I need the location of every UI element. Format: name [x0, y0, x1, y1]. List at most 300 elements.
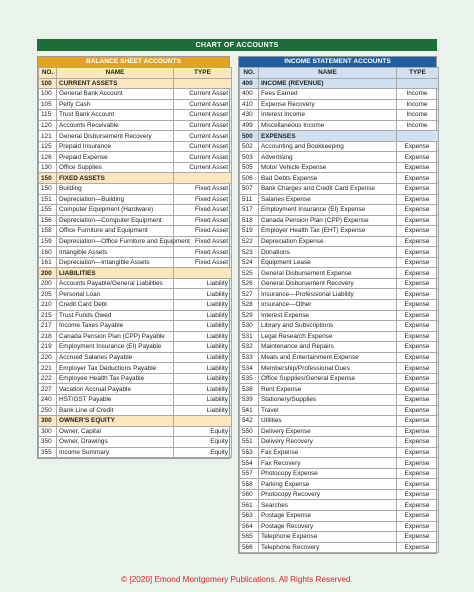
- table-row: [240, 194, 439, 205]
- account-name: Maintenance and Repairs: [259, 342, 397, 353]
- account-number: 554: [240, 458, 259, 469]
- table-row: [39, 331, 232, 342]
- account-type: Liability: [174, 394, 232, 405]
- table-row: [39, 394, 232, 405]
- chart-title: CHART OF ACCOUNTS: [37, 39, 437, 51]
- account-name: Postage Recovery: [259, 521, 397, 532]
- account-name: Accounts Payable/General Liabilities: [57, 278, 174, 289]
- account-type: Current Asset: [174, 89, 232, 100]
- table-row: [240, 173, 439, 184]
- section-row: [39, 173, 232, 184]
- table-row: [240, 268, 439, 279]
- table-row: [240, 120, 439, 131]
- account-type: Expense: [397, 521, 439, 532]
- account-name: General Bank Account: [57, 89, 174, 100]
- table-row: [240, 152, 439, 163]
- account-type: Expense: [397, 532, 439, 543]
- account-number: 502: [240, 141, 259, 152]
- table-row: [240, 542, 439, 553]
- account-type: Expense: [397, 468, 439, 479]
- table-row: [39, 278, 232, 289]
- account-name: CURRENT ASSETS: [57, 78, 174, 89]
- account-type: Expense: [397, 152, 439, 163]
- account-type: Liability: [174, 342, 232, 353]
- table-row: [39, 141, 232, 152]
- account-name: Bank Charges and Credit Card Expense: [259, 184, 397, 195]
- account-type: Expense: [397, 342, 439, 353]
- account-name: Depreciation—Office Furniture and Equipment: [57, 236, 174, 247]
- account-number: 217: [39, 321, 57, 332]
- account-name: Vacation Accrual Payable: [57, 384, 174, 395]
- account-type: Liability: [174, 352, 232, 363]
- account-name: Depreciation—Building: [57, 194, 174, 205]
- table-row: [240, 257, 439, 268]
- account-name: Insurance—Professional Liability: [259, 289, 397, 300]
- table-row: [39, 110, 232, 121]
- account-type: Expense: [397, 500, 439, 511]
- account-name: Computer Equipment (Hardware): [57, 205, 174, 216]
- account-number: 130: [39, 162, 57, 173]
- account-name: HST/GST Payable: [57, 394, 174, 405]
- account-type: Current Asset: [174, 99, 232, 110]
- account-name: General Disbursement Expense: [259, 268, 397, 279]
- account-number: 120: [39, 120, 57, 131]
- account-type: Expense: [397, 458, 439, 469]
- table-row: [39, 257, 232, 268]
- account-type: Current Asset: [174, 152, 232, 163]
- table-row: [240, 468, 439, 479]
- account-number: 531: [240, 331, 259, 342]
- account-name: Employer Health Tax (EHT) Expense: [259, 226, 397, 237]
- account-type: Expense: [397, 384, 439, 395]
- account-name: Fax Expense: [259, 447, 397, 458]
- account-type: Expense: [397, 394, 439, 405]
- account-number: 121: [39, 131, 57, 142]
- account-name: Motor Vehicle Expense: [259, 162, 397, 173]
- account-number: 200: [39, 268, 57, 279]
- account-type: Liability: [174, 331, 232, 342]
- account-type: Fixed Asset: [174, 257, 232, 268]
- account-type: Expense: [397, 437, 439, 448]
- table-row: [240, 310, 439, 321]
- account-name: Bank Line of Credit: [57, 405, 174, 416]
- account-name: Photocopy Recovery: [259, 489, 397, 500]
- account-number: 524: [240, 257, 259, 268]
- table-row: [240, 278, 439, 289]
- account-name: General Disbursement Recovery: [259, 278, 397, 289]
- account-type: Fixed Asset: [174, 205, 232, 216]
- account-number: 522: [240, 236, 259, 247]
- account-type: Expense: [397, 373, 439, 384]
- table-row: [240, 437, 439, 448]
- table-row: [39, 384, 232, 395]
- section-row: [39, 268, 232, 279]
- table-row: [240, 479, 439, 490]
- account-type: Liability: [174, 321, 232, 332]
- table-row: [39, 120, 232, 131]
- account-type: [397, 131, 439, 142]
- account-name: Insurance—Other: [259, 300, 397, 311]
- account-name: Prepaid Insurance: [57, 141, 174, 152]
- account-number: 499: [240, 120, 259, 131]
- account-name: Credit Card Debt: [57, 300, 174, 311]
- account-name: Membership/Professional Dues: [259, 363, 397, 374]
- account-number: 400: [240, 89, 259, 100]
- account-type: Expense: [397, 363, 439, 374]
- account-name: Employment Insurance (EI) Payable: [57, 342, 174, 353]
- account-type: Liability: [174, 373, 232, 384]
- account-type: Current Asset: [174, 110, 232, 121]
- account-number: 500: [240, 131, 259, 142]
- account-number: 250: [39, 405, 57, 416]
- account-number: 525: [240, 268, 259, 279]
- account-number: 529: [240, 310, 259, 321]
- account-number: 218: [39, 331, 57, 342]
- account-number: 557: [240, 468, 259, 479]
- account-type: Liability: [174, 289, 232, 300]
- account-type: Liability: [174, 384, 232, 395]
- section-row: [39, 416, 232, 427]
- account-name: Meals and Entertainment Expense: [259, 352, 397, 363]
- account-name: Parking Expense: [259, 479, 397, 490]
- copyright-footer: © [2020] Emond Montgomery Publications. All Rights Reserved.: [121, 575, 353, 584]
- table-row: [240, 205, 439, 216]
- account-number: 100: [39, 89, 57, 100]
- balance-sheet-heading: BALANCE SHEET ACCOUNTS: [38, 57, 229, 67]
- account-number: 558: [240, 479, 259, 490]
- table-row: [39, 342, 232, 353]
- account-type: Expense: [397, 215, 439, 226]
- income-statement-table: [239, 67, 439, 553]
- account-name: Rent Expense: [259, 384, 397, 395]
- account-type: [174, 173, 232, 184]
- table-row: [240, 289, 439, 300]
- account-name: Petty Cash: [57, 99, 174, 110]
- table-row: [39, 131, 232, 142]
- table-row: [39, 205, 232, 216]
- account-name: Interest Income: [259, 110, 397, 121]
- account-number: 220: [39, 352, 57, 363]
- table-row: [240, 321, 439, 332]
- account-type: Expense: [397, 310, 439, 321]
- table-row: [39, 289, 232, 300]
- account-type: Fixed Asset: [174, 194, 232, 205]
- table-row: [240, 247, 439, 258]
- account-type: Expense: [397, 300, 439, 311]
- account-name: Employee Health Tax Payable: [57, 373, 174, 384]
- table-row: [39, 321, 232, 332]
- table-row: [39, 162, 232, 173]
- account-name: Owner, Capital: [57, 426, 174, 437]
- account-number: 300: [39, 426, 57, 437]
- account-type: Liability: [174, 405, 232, 416]
- account-name: Fax Recovery: [259, 458, 397, 469]
- account-number: 205: [39, 289, 57, 300]
- account-name: OWNER'S EQUITY: [57, 416, 174, 427]
- account-name: Income Summary: [57, 447, 174, 458]
- col-name-header: NAME: [57, 68, 174, 79]
- account-number: 533: [240, 352, 259, 363]
- income-statement-panel: [238, 56, 437, 554]
- account-type: Expense: [397, 278, 439, 289]
- table-row: [240, 416, 439, 427]
- account-type: Expense: [397, 447, 439, 458]
- account-number: 564: [240, 521, 259, 532]
- table-row: [39, 447, 232, 458]
- table-row: [39, 184, 232, 195]
- table-row: [240, 141, 439, 152]
- account-type: Expense: [397, 141, 439, 152]
- account-number: 156: [39, 215, 57, 226]
- account-number: 542: [240, 416, 259, 427]
- account-number: 560: [240, 489, 259, 500]
- account-type: Expense: [397, 479, 439, 490]
- account-name: Miscellaneous Income: [259, 120, 397, 131]
- account-number: 150: [39, 173, 57, 184]
- account-number: 115: [39, 110, 57, 121]
- account-number: 565: [240, 532, 259, 543]
- account-number: 503: [240, 152, 259, 163]
- table-row: [240, 384, 439, 395]
- account-type: Current Asset: [174, 131, 232, 142]
- col-type-header: TYPE: [397, 68, 439, 79]
- account-number: 100: [39, 78, 57, 89]
- account-type: Expense: [397, 416, 439, 427]
- account-number: 227: [39, 384, 57, 395]
- account-type: Expense: [397, 236, 439, 247]
- income-statement-heading: INCOME STATEMENT ACCOUNTS: [239, 57, 436, 67]
- account-number: 506: [240, 173, 259, 184]
- account-number: 219: [39, 342, 57, 353]
- account-type: Liability: [174, 310, 232, 321]
- account-number: 528: [240, 300, 259, 311]
- account-number: 553: [240, 447, 259, 458]
- account-name: Telephone Recovery: [259, 542, 397, 553]
- account-name: Depreciation—Intangible Assets: [57, 257, 174, 268]
- account-type: Expense: [397, 173, 439, 184]
- account-name: Building: [57, 184, 174, 195]
- account-number: 125: [39, 141, 57, 152]
- account-name: Legal Research Expense: [259, 331, 397, 342]
- account-number: 507: [240, 184, 259, 195]
- account-name: General Disbursement Recovery: [57, 131, 174, 142]
- account-type: Current Asset: [174, 120, 232, 131]
- account-name: Photocopy Expense: [259, 468, 397, 479]
- table-row: [240, 458, 439, 469]
- account-name: Delivery Recovery: [259, 437, 397, 448]
- account-name: Owner, Drawings: [57, 437, 174, 448]
- table-row: [240, 342, 439, 353]
- account-type: [174, 416, 232, 427]
- section-row: [39, 78, 232, 89]
- account-name: Personal Loan: [57, 289, 174, 300]
- account-number: 355: [39, 447, 57, 458]
- table-row: [240, 110, 439, 121]
- table-row: [39, 437, 232, 448]
- account-number: 350: [39, 437, 57, 448]
- account-number: 159: [39, 236, 57, 247]
- account-type: Fixed Asset: [174, 184, 232, 195]
- table-row: [240, 521, 439, 532]
- account-number: 561: [240, 500, 259, 511]
- account-number: 221: [39, 363, 57, 374]
- table-row: [39, 89, 232, 100]
- account-type: Liability: [174, 278, 232, 289]
- balance-sheet-rows: [39, 78, 232, 458]
- table-row: [240, 300, 439, 311]
- account-number: 160: [39, 247, 57, 258]
- table-row: [240, 447, 439, 458]
- table-row: [39, 405, 232, 416]
- account-name: LIABILITIES: [57, 268, 174, 279]
- account-type: [397, 78, 439, 89]
- account-number: 161: [39, 257, 57, 268]
- account-name: Depreciation Expense: [259, 236, 397, 247]
- account-type: Expense: [397, 352, 439, 363]
- table-row: [240, 532, 439, 543]
- section-row: [240, 78, 439, 89]
- account-name: Employer Tax Deductions Payable: [57, 363, 174, 374]
- account-type: Expense: [397, 331, 439, 342]
- account-number: 519: [240, 226, 259, 237]
- account-type: Expense: [397, 405, 439, 416]
- account-number: 150: [39, 184, 57, 195]
- account-name: Donations: [259, 247, 397, 258]
- table-row: [240, 236, 439, 247]
- income-statement-rows: [240, 78, 439, 553]
- account-type: Current Asset: [174, 162, 232, 173]
- account-name: Prepaid Expense: [57, 152, 174, 163]
- account-name: EXPENSES: [259, 131, 397, 142]
- account-name: Utilities: [259, 416, 397, 427]
- account-name: Canada Pension Plan (CPP) Expense: [259, 215, 397, 226]
- table-row: [240, 405, 439, 416]
- account-name: Salaries Expense: [259, 194, 397, 205]
- table-row: [39, 300, 232, 311]
- table-row: [39, 215, 232, 226]
- account-number: 535: [240, 373, 259, 384]
- table-row: [240, 373, 439, 384]
- account-name: Postage Expense: [259, 510, 397, 521]
- account-number: 126: [39, 152, 57, 163]
- account-number: 534: [240, 363, 259, 374]
- table-row: [39, 426, 232, 437]
- account-number: 539: [240, 394, 259, 405]
- table-row: [240, 352, 439, 363]
- account-name: INCOME (REVENUE): [259, 78, 397, 89]
- account-number: 151: [39, 194, 57, 205]
- account-type: Expense: [397, 289, 439, 300]
- account-name: Income Taxes Payable: [57, 321, 174, 332]
- account-type: [174, 78, 232, 89]
- account-number: 400: [240, 78, 259, 89]
- account-name: Office Supplies/General Expense: [259, 373, 397, 384]
- account-number: 551: [240, 437, 259, 448]
- account-number: 517: [240, 205, 259, 216]
- balance-header-row: [39, 68, 232, 79]
- table-row: [240, 489, 439, 500]
- account-type: Expense: [397, 257, 439, 268]
- account-type: Liability: [174, 300, 232, 311]
- table-row: [240, 89, 439, 100]
- account-name: Travel: [259, 405, 397, 416]
- account-number: 200: [39, 278, 57, 289]
- table-row: [39, 236, 232, 247]
- col-type-header: TYPE: [174, 68, 232, 79]
- account-type: Expense: [397, 226, 439, 237]
- table-row: [39, 373, 232, 384]
- account-number: 550: [240, 426, 259, 437]
- account-number: 566: [240, 542, 259, 553]
- account-type: Fixed Asset: [174, 236, 232, 247]
- account-name: Depreciation—Computer Equipment: [57, 215, 174, 226]
- table-row: [39, 194, 232, 205]
- table-row: [39, 352, 232, 363]
- account-number: 526: [240, 278, 259, 289]
- table-row: [240, 184, 439, 195]
- income-header-row: [240, 68, 439, 79]
- table-row: [39, 310, 232, 321]
- account-number: 300: [39, 416, 57, 427]
- account-type: Income: [397, 110, 439, 121]
- account-name: Trust Bank Account: [57, 110, 174, 121]
- account-type: Expense: [397, 268, 439, 279]
- account-number: 410: [240, 99, 259, 110]
- account-name: Intangible Assets: [57, 247, 174, 258]
- col-no-header: NO.: [240, 68, 259, 79]
- account-type: Income: [397, 99, 439, 110]
- account-type: Expense: [397, 162, 439, 173]
- account-name: FIXED ASSETS: [57, 173, 174, 184]
- account-number: 105: [39, 99, 57, 110]
- account-type: Expense: [397, 321, 439, 332]
- account-name: Equipment Lease: [259, 257, 397, 268]
- account-number: 563: [240, 510, 259, 521]
- account-name: Advertising: [259, 152, 397, 163]
- account-number: 538: [240, 384, 259, 395]
- account-type: Equity: [174, 447, 232, 458]
- account-type: Current Asset: [174, 141, 232, 152]
- account-name: Delivery Expense: [259, 426, 397, 437]
- account-number: 215: [39, 310, 57, 321]
- table-row: [240, 500, 439, 511]
- account-name: Office Supplies: [57, 162, 174, 173]
- account-number: 530: [240, 321, 259, 332]
- account-name: Accounts Receivable: [57, 120, 174, 131]
- account-type: Expense: [397, 184, 439, 195]
- account-type: Income: [397, 120, 439, 131]
- table-row: [240, 215, 439, 226]
- account-number: 518: [240, 215, 259, 226]
- account-name: Bad Debts Expense: [259, 173, 397, 184]
- account-name: Office Furniture and Equipment: [57, 226, 174, 237]
- account-number: 527: [240, 289, 259, 300]
- table-row: [240, 331, 439, 342]
- account-name: Telephone Expense: [259, 532, 397, 543]
- account-name: Library and Subscriptions: [259, 321, 397, 332]
- table-row: [39, 226, 232, 237]
- account-type: Expense: [397, 542, 439, 553]
- account-type: Expense: [397, 247, 439, 258]
- section-row: [240, 131, 439, 142]
- table-row: [240, 394, 439, 405]
- account-type: Expense: [397, 489, 439, 500]
- table-row: [240, 510, 439, 521]
- account-type: Liability: [174, 363, 232, 374]
- table-row: [240, 226, 439, 237]
- table-row: [240, 363, 439, 374]
- account-type: Fixed Asset: [174, 226, 232, 237]
